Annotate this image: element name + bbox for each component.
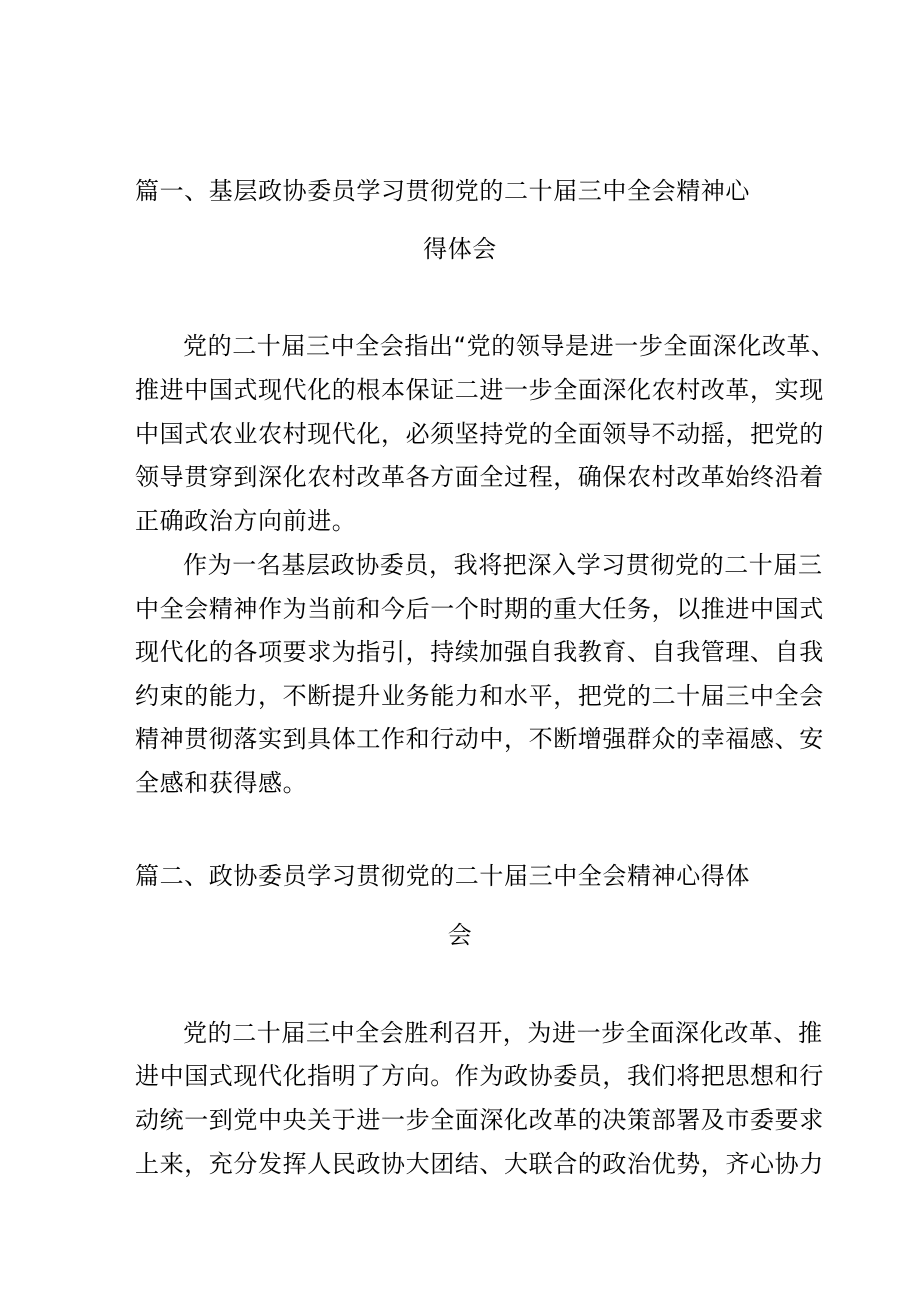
- section1-para2-line: 约束的能力，不断提升业务能力和水平，把党的二十届三中全会: [135, 682, 824, 710]
- section1-para1-line: 正确政治方向前进。: [135, 507, 357, 535]
- section1-para1-line: 党的二十届三中全会指出“党的领导是进一步全面深化改革、: [183, 332, 836, 360]
- section1-para1-line: 中国式农业农村现代化，必须坚持党的全面领导不动摇，把党的: [135, 420, 824, 448]
- section1-para2-line: 现代化的各项要求为指引，持续加强自我教育、自我管理、自我: [135, 638, 824, 666]
- section1-para1-line: 推进中国式现代化的根本保证二进一步全面深化农村改革，实现: [135, 376, 824, 404]
- section2-title-line1: 篇二、政协委员学习贯彻党的二十届三中全会精神心得体: [135, 862, 750, 890]
- section1-para2-line: 作为一名基层政协委员，我将把深入学习贯彻党的二十届三: [183, 551, 823, 579]
- section1-para2-line: 精神贯彻落实到具体工作和行动中，不断增强群众的幸福感、安: [135, 725, 824, 753]
- section2-para1-line: 上来，充分发挥人民政协大团结、大联合的政治优势，齐心协力: [135, 1150, 824, 1178]
- section1-title-line1: 篇一、基层政协委员学习贯彻党的二十届三中全会精神心: [135, 177, 750, 205]
- section1-para2-line: 中全会精神作为当前和今后一个时期的重大任务，以推进中国式: [135, 595, 824, 623]
- section2-para1-line: 进中国式现代化指明了方向。作为政协委员，我们将把思想和行: [135, 1062, 824, 1090]
- section2-title-line2: 会: [447, 921, 473, 949]
- section2-para1-line: 党的二十届三中全会胜利召开，为进一步全面深化改革、推: [183, 1019, 823, 1047]
- section1-title-line2: 得体会: [423, 235, 497, 263]
- section2-para1-line: 动统一到党中央关于进一步全面深化改革的决策部署及市委要求: [135, 1106, 824, 1134]
- section1-para2-line: 全感和获得感。: [135, 769, 308, 797]
- section1-para1-line: 领导贯穿到深化农村改革各方面全过程，确保农村改革始终沿着: [135, 463, 824, 491]
